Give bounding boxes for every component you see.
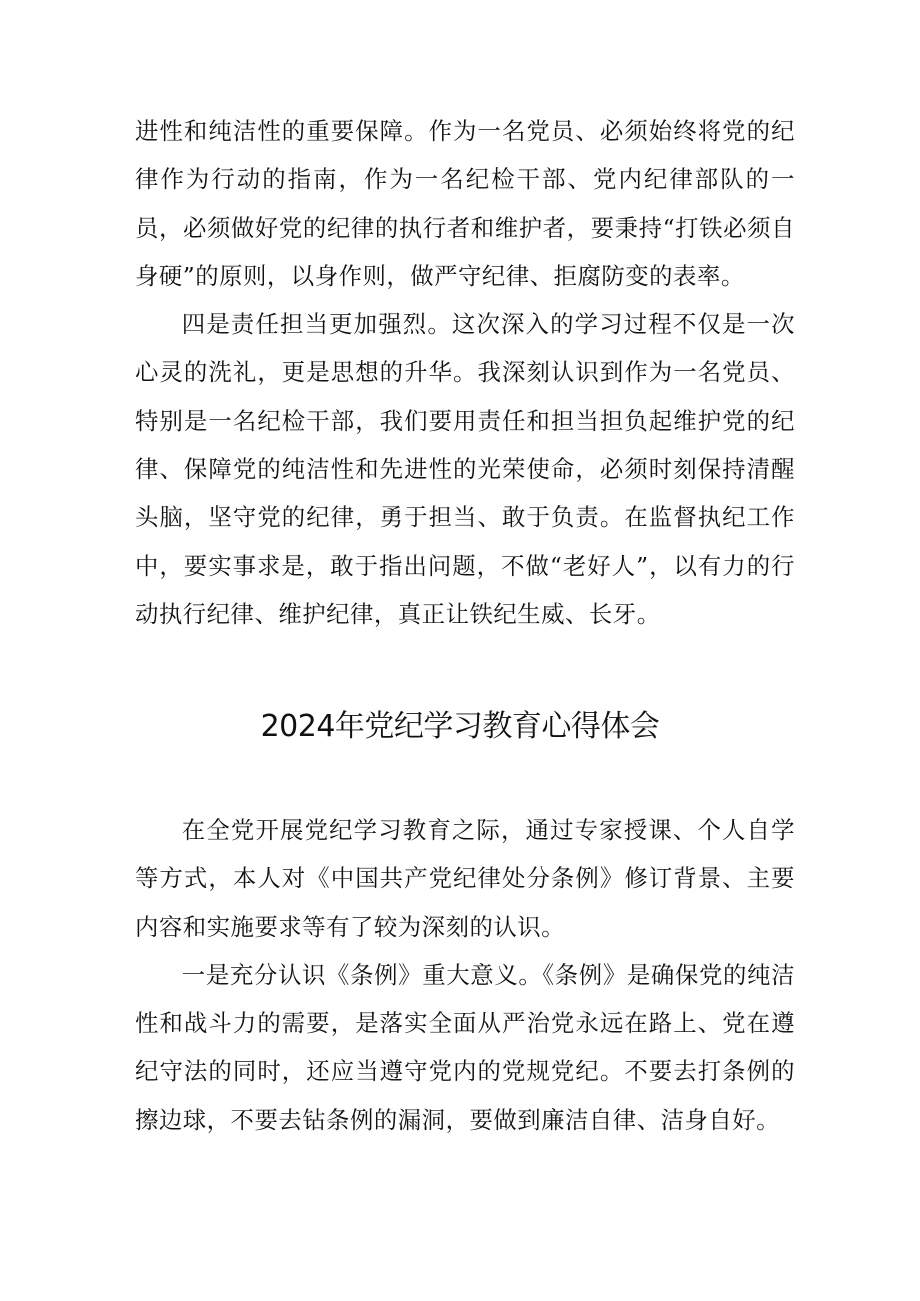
document-title: 2024年党纪学习教育心得体会: [260, 709, 660, 744]
paragraph-continued: 进性和纯洁性的重要保障。作为一名党员、必须始终将党的纪律作为行动的指南，作为一名纪检干部、党内纪律部队的一员，必须做好党的纪律的执行者和维护者，要秉持“打铁必须自身硬”的原则，以身作则，做严守纪律、拒腐防变的表率。: [135, 117, 795, 290]
text-block-main: [135, 806, 795, 1144]
paragraph-point-four: 四是责任担当更加强烈。这次深入的学习过程不仅是一次心灵的洗礼，更是思想的升华。我深刻认识到作为一名党员、特别是一名纪检干部，我们要用责任和担当担负起维护党的纪律、保障党的纯洁性和先进性的光荣使命，必须时刻保持清醒头脑，坚守党的纪律，勇于担当、敢于负责。在监督执纪工作中，要实事求是，敢于指出问题，不做“老好人”，以有力的行动执行纪律、维护纪律，真正让铁纪生威、长牙。: [135, 310, 795, 628]
paragraph-intro: 在全党开展党纪学习教育之际，通过专家授课、个人自学等方式，本人对《中国共产党纪律处分条例》修订背景、主要内容和实施要求等有了较为深刻的认识。: [135, 816, 795, 941]
paragraph-point-one: 一是充分认识《条例》重大意义。《条例》是确保党的纯洁性和战斗力的需要，是落实全面从严治党永远在路上、党在遵纪守法的同时，还应当遵守党内的党规党纪。不要去打条例的擦边球，不要去钻条例的漏洞，要做到廉洁自律、洁身自好。: [135, 960, 795, 1134]
text-block-continued: [135, 107, 795, 638]
